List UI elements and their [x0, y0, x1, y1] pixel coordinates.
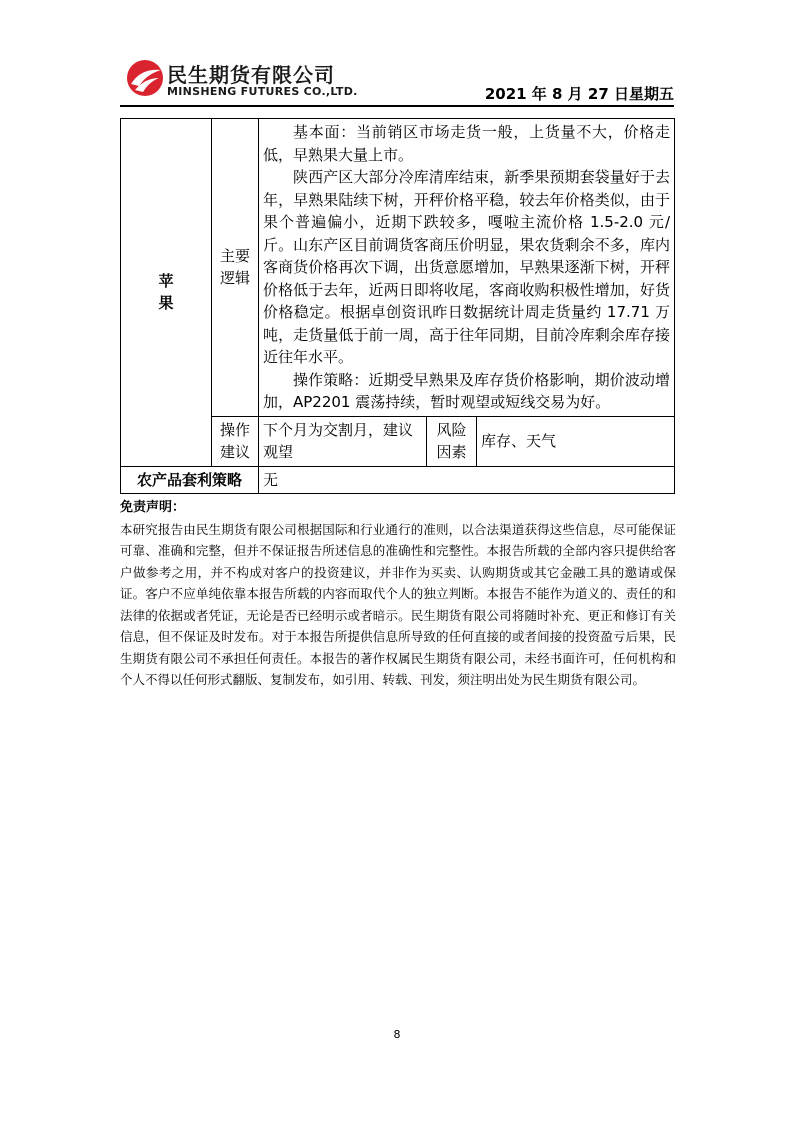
risk-factors: 库存、天气 — [477, 416, 675, 466]
report-date: 2021 年 8 月 27 日星期五 — [484, 85, 674, 103]
header-divider — [120, 105, 674, 107]
logic-content — [259, 119, 675, 417]
logic-paragraph-strategy: 操作策略：近期受早熟果及库存货价格影响，期价波动增加，AP2201 震荡持续，暂时观望或短线交易为好。 — [263, 370, 671, 411]
company-logo — [125, 58, 365, 100]
analysis-table — [120, 118, 675, 494]
logic-paragraph-fundamentals: 基本面：当前销区市场走货一般，上货量不大，价格走低，早熟果大量上市。 — [263, 123, 671, 164]
logic-label: 主要逻辑 — [219, 246, 250, 288]
strategy-row — [121, 466, 675, 494]
logic-label-cell — [212, 119, 259, 417]
company-logo-icon — [125, 58, 165, 98]
disclaimer-section — [120, 497, 676, 691]
arbitrage-strategy-label: 农产品套利策略 — [121, 466, 259, 494]
operation-label-cell — [212, 416, 259, 466]
logic-paragraph-regions: 陕西产区大部分冷库清库结束，新季果预期套袋量好于去年，早熟果陆续下树，开秤价格平稳，较去年价格类似，由于果个普遍偏小，近期下跌较多，嘎啦主流价格 1.5-2.0 元/斤。山东产区目前调货客商压价明显，果农货剩余不多，库内客商货价格再次下调，出货意愿增加，早熟果逐渐下树，开秤价格低于去年，近两日即将收尾，客商收购积极性增加，好货价格稳定。根据卓创资讯昨日数据统计周走货量约 17.71 万吨，走货量低于前一周，高于往年同期，目前冷库剩余库存接近往年水平。 — [263, 168, 671, 366]
page-number: 8 — [393, 1028, 401, 1041]
category-label: 苹果 — [158, 271, 174, 313]
risk-label-cell — [427, 416, 477, 466]
operation-advice: 下个月为交割月，建议观望 — [259, 416, 427, 466]
company-name-cn: 民生期货有限公司 — [167, 63, 335, 87]
category-cell — [121, 119, 212, 467]
operation-label: 操作建议 — [219, 420, 250, 461]
company-name-en: MINSHENG FUTURES CO.,LTD. — [167, 85, 358, 98]
arbitrage-strategy-value: 无 — [259, 466, 675, 494]
disclaimer-title: 免责声明： — [120, 500, 186, 515]
disclaimer-body: 本研究报告由民生期货有限公司根据国际和行业通行的准则，以合法渠道获得这些信息，尽可能保证可靠、准确和完整，但并不保证报告所述信息的准确性和完整性。本报告所载的全部内容只提供给客户做参考之用，并不构成对客户的投资建议，并非作为买卖、认购期货或其它金融工具的邀请或保证。客户不应单纯依靠本报告所载的内容而取代个人的独立判断。本报告不能作为道义的、责任的和法律的依据或者凭证，无论是否已经明示或者暗示。民生期货有限公司将随时补充、更正和修订有关信息，但不保证及时发布。对于本报告所提供信息所导致的任何直接的或者间接的投资盈亏后果，民生期货有限公司不承担任何责任。本报告的著作权属民生期货有限公司，未经书面许可，任何机构和个人不得以任何形式翻版、复制发布，如引用、转载、刊发，须注明出处为民生期货有限公司。 — [120, 521, 676, 687]
logic-row — [121, 119, 675, 417]
risk-label: 风险因素 — [436, 420, 467, 461]
